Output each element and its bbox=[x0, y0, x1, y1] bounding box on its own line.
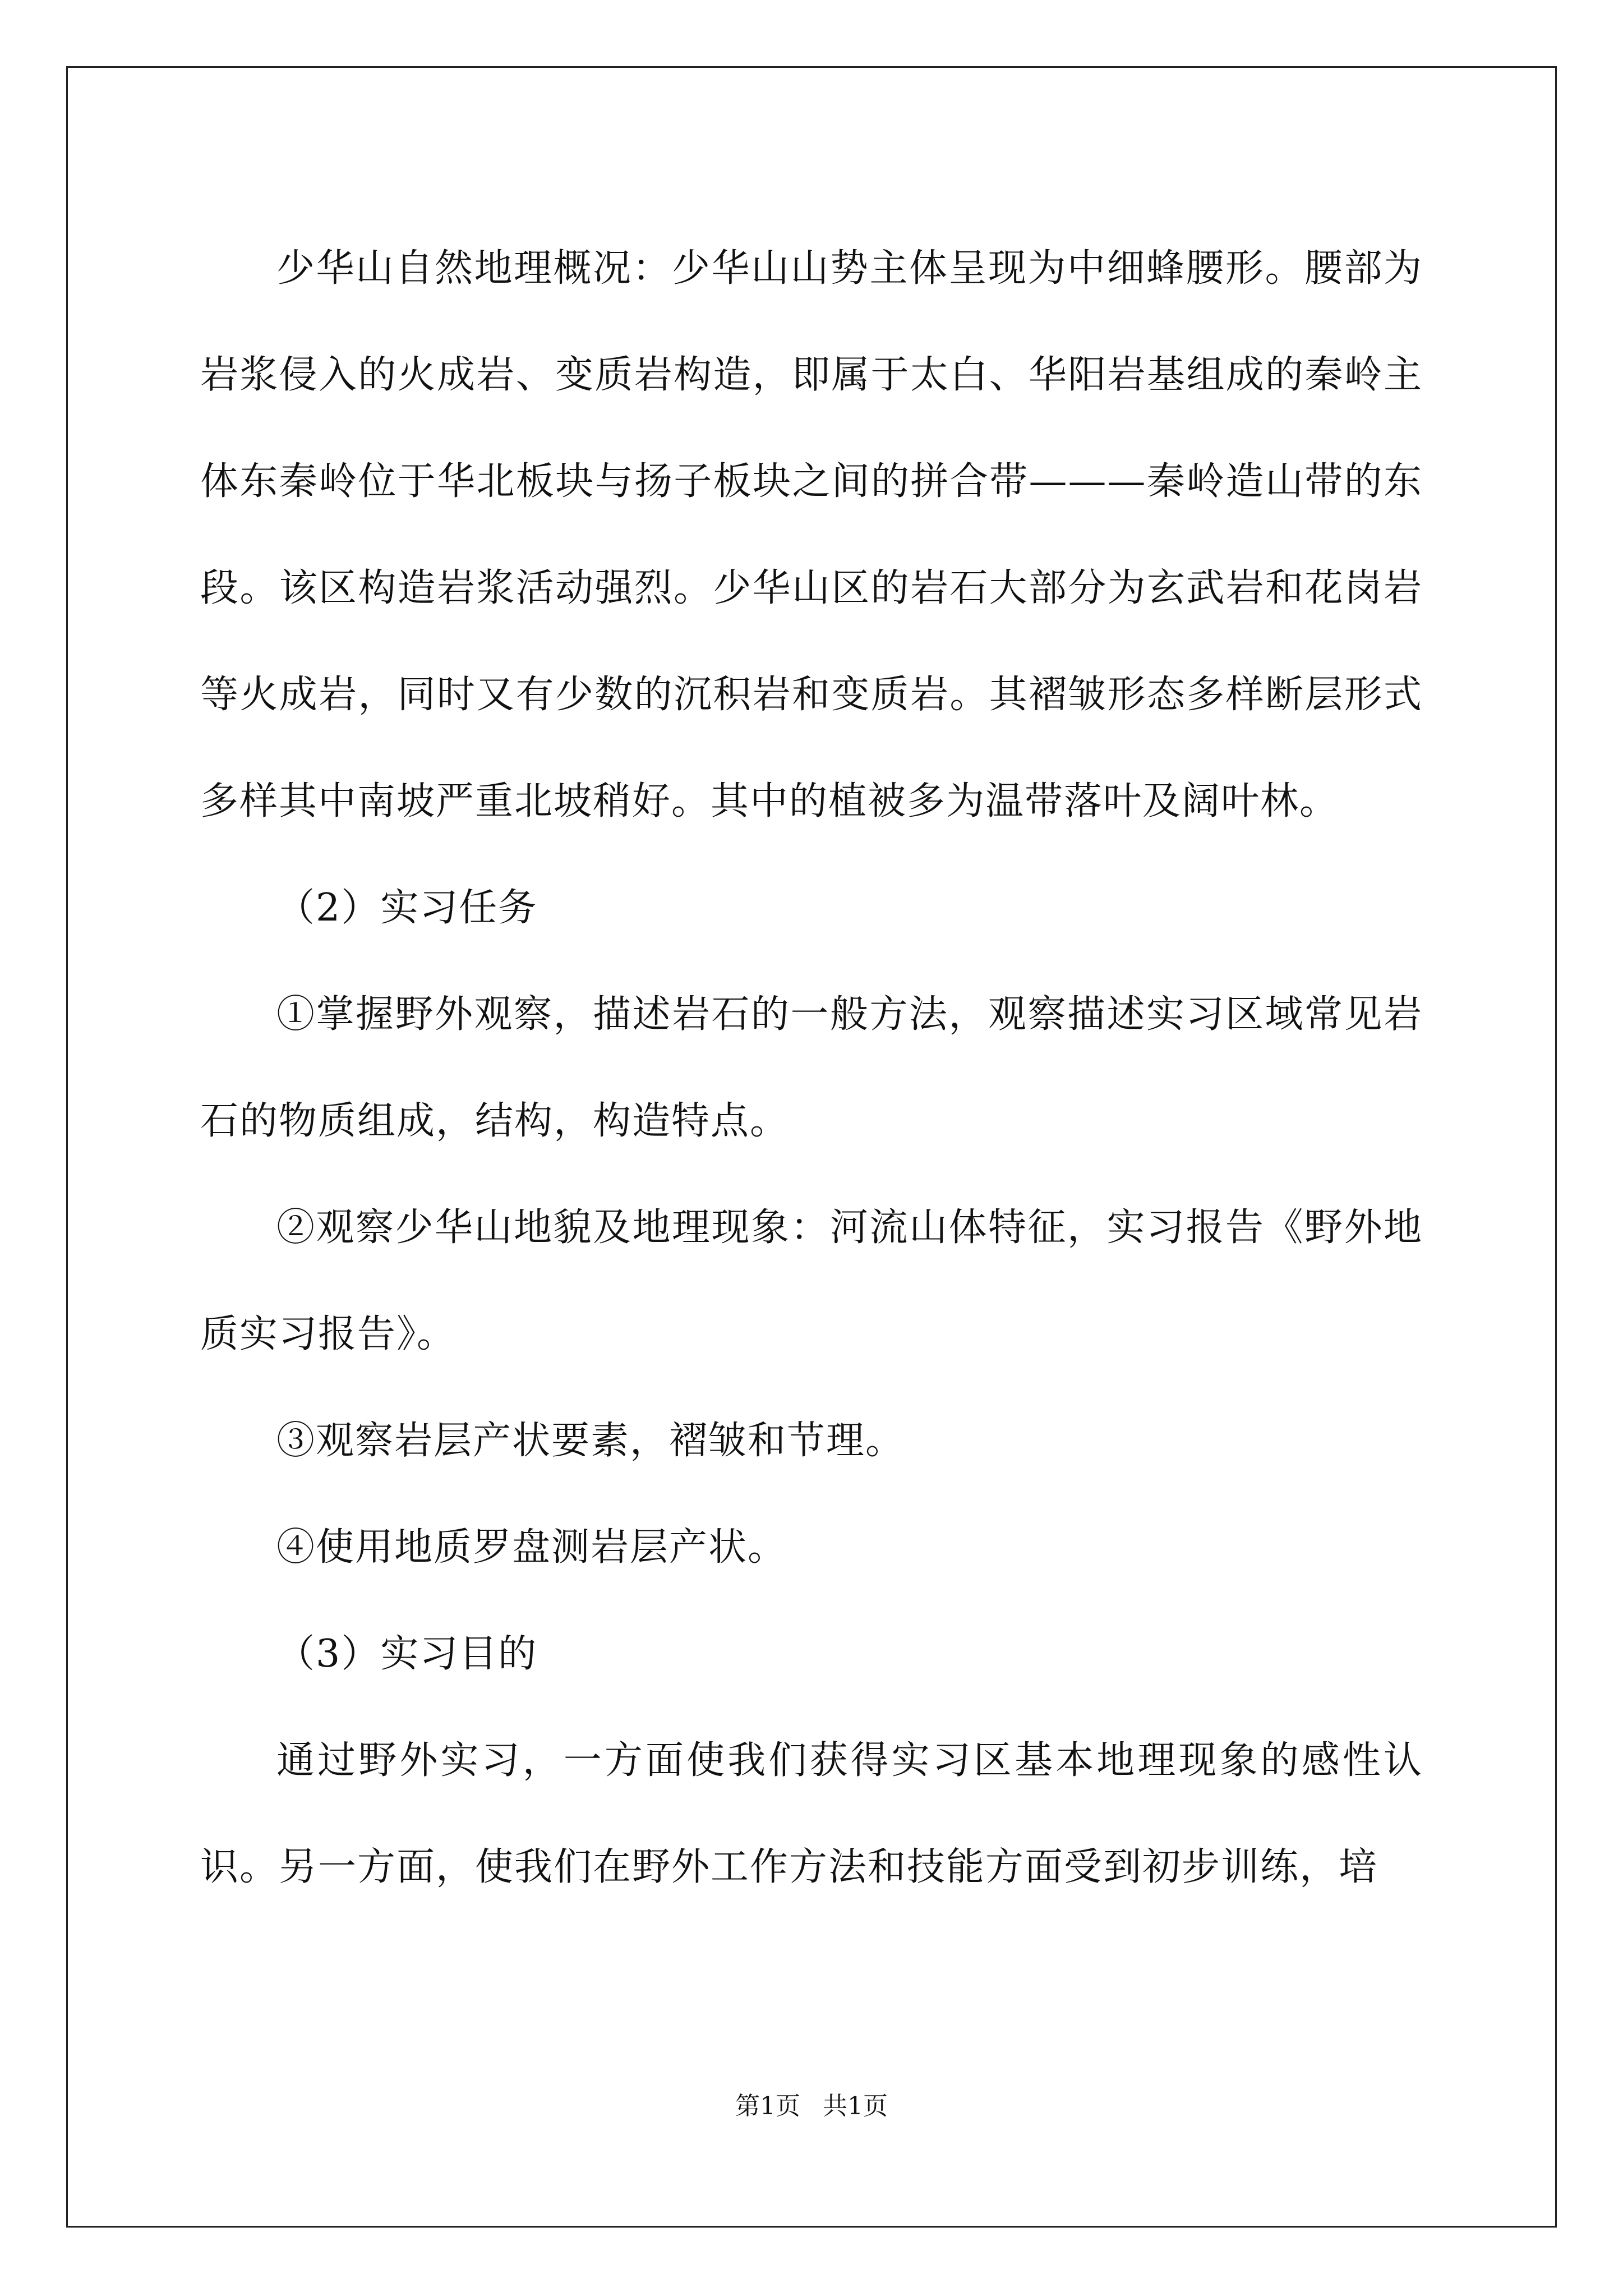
heading-internship-purpose: （3）实习目的 bbox=[276, 1632, 538, 1676]
page-number: 第1页 bbox=[735, 2092, 800, 2120]
task-item-4: ④使用地质罗盘测岩层产状。 bbox=[276, 1525, 787, 1570]
page-footer bbox=[0, 2086, 1623, 2122]
task-item-2: ②观察少华山地貌及地理现象：河流山体特征，实习报告《野外地质实习报告》。 bbox=[200, 1205, 1423, 1356]
task-item-3: ③观察岩层产状要素，褶皱和节理。 bbox=[276, 1419, 905, 1463]
paragraph-geography-overview: 少华山自然地理概况：少华山山势主体呈现为中细蜂腰形。腰部为岩浆侵入的火成岩、变质岩构造，即属于太白、华阳岩基组成的秦岭主体东秦岭位于华北板块与扬子板块之间的拼合带———秦岭造山带的东段。该区构造岩浆活动强烈。少华山区的岩石大部分为玄武岩和花岗岩等火成岩，同时又有少数的沉积岩和变质岩。其褶皱形态多样断层形式多样其中南坡严重北坡稍好。其中的植被多为温带落叶及阔叶林。 bbox=[200, 246, 1423, 823]
document-body bbox=[200, 215, 1423, 1921]
task-item-1: ①掌握野外观察，描述岩石的一般方法，观察描述实习区域常见岩石的物质组成，结构，构造特点。 bbox=[200, 992, 1423, 1143]
heading-internship-tasks: （2）实习任务 bbox=[276, 886, 538, 930]
paragraph-purpose: 通过野外实习，一方面使我们获得实习区基本地理现象的感性认识。另一方面，使我们在野外工作方法和技能方面受到初步训练，培 bbox=[200, 1738, 1423, 1889]
page-total: 共1页 bbox=[823, 2092, 888, 2120]
